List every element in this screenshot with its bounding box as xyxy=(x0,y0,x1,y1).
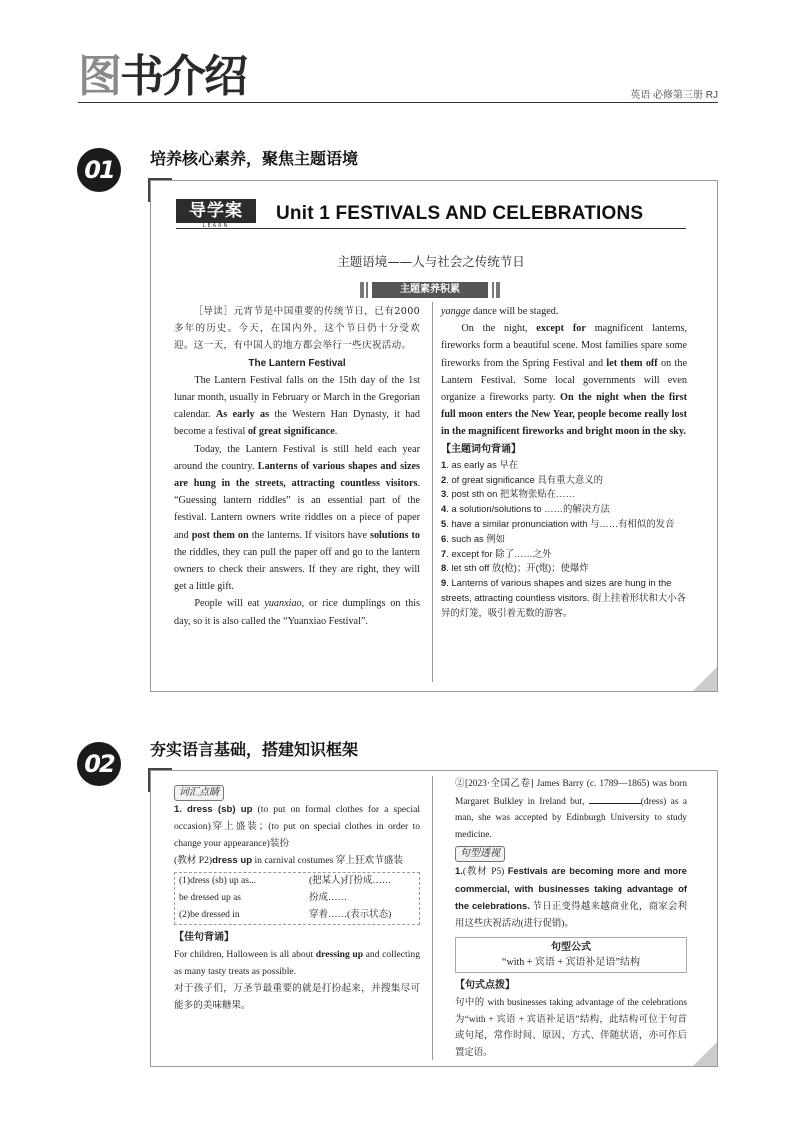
entry-number: 1. xyxy=(455,864,463,876)
usage-row xyxy=(175,890,419,907)
left-column xyxy=(174,303,420,630)
phrase-item: 9. Lanterns of various shapes and sizes are hung in the streets, attracting countless visitors. 街上挂着形状和大小各异的灯笼，吸引着无数的游客。 xyxy=(441,577,686,618)
theme-context: 主题语境——人与社会之传统节日 xyxy=(337,254,525,269)
passage-title: The Lantern Festival xyxy=(248,357,346,369)
intro-text: 元宵节是中国重要的传统节日，已有2000 多年的历史。今天，在国内外，这个节日仍十分受欢迎。这一天，有中国人的地方都会举行一些庆祝活动。 xyxy=(174,306,421,352)
key-phrase: except for xyxy=(536,323,586,335)
phrase-number: 5 xyxy=(441,518,447,530)
formula-box xyxy=(455,937,687,973)
phrase-text: except for 除了……之外 xyxy=(451,547,552,559)
pinyin-term: yuanxiao xyxy=(264,598,302,610)
key-phrase: let them off xyxy=(606,357,658,369)
pinyin-term: yangge xyxy=(441,306,471,317)
intro-paragraph xyxy=(174,303,420,355)
pattern-heading: 句型透视 xyxy=(455,846,505,862)
phrase-text: as early as 早在 xyxy=(451,458,519,470)
text-run: in carnival costumes 穿上狂欢节盛装 xyxy=(252,855,403,866)
vocab-entry xyxy=(174,801,420,852)
accumulation-tag: 主题素养积累 xyxy=(372,282,488,298)
logo-char: 绍 xyxy=(204,51,246,102)
text-run: magnificent lanterns, fireworks form a beautiful scene. Most families spare some fireworks from the Spring Festival and xyxy=(441,323,688,369)
section-title: 培养核心素养，聚焦主题语境 xyxy=(150,149,359,168)
vocab-definition: (to put on formal clothes for a special occasion)穿上盛装；(to put on special clothes in order to change your appearance)装扮 xyxy=(174,804,420,849)
phrase-item: 4. a solution/solutions to ……的解决方法 xyxy=(441,503,610,515)
key-phrase: dress up xyxy=(212,855,253,866)
formula-body: “with + 宾语 + 宾语补足语”结构 xyxy=(502,957,640,969)
phrase-number: 3 xyxy=(441,488,447,500)
phrase-number: 7 xyxy=(441,547,447,559)
key-phrase: dressing up xyxy=(315,949,364,960)
analysis-heading: 【句式点拨】 xyxy=(455,980,515,992)
good-sentence-en xyxy=(174,946,420,980)
text-run: (教材 P2) xyxy=(174,855,213,866)
learn-tag: 导学案 xyxy=(176,199,256,223)
phrase-number: 2 xyxy=(441,473,447,485)
vocab-heading: 词汇点睛 xyxy=(174,785,224,801)
phrase-item: 2. of great significance 具有重大意义的 xyxy=(441,473,604,485)
answer-blank[interactable] xyxy=(589,793,641,804)
phrase-text: such as 例如 xyxy=(451,532,506,544)
phrase-item: 3. post sth on 把某物张贴在…… xyxy=(441,488,575,500)
text-run: People will eat xyxy=(194,598,265,610)
corner-mark xyxy=(148,768,172,792)
usage-zh: 穿着……(表示状态) xyxy=(309,910,392,920)
text-run: Today, the Lantern Festival is still held each year around the country. xyxy=(174,443,420,472)
usage-zh: (把某人)打扮成…… xyxy=(309,876,392,886)
phrase-item: 7. except for 除了……之外 xyxy=(441,547,552,559)
tag-decoration xyxy=(366,282,368,298)
logo-char: 书 xyxy=(120,51,162,102)
phrase-text: let sth off 放(枪)；开(炮)；使爆炸 xyxy=(451,562,589,574)
text-run: . xyxy=(334,426,338,438)
passage-paragraph xyxy=(441,303,687,320)
pattern-english: Festivals are becoming more and more commercial, with businesses taking advantage of the celebrations. xyxy=(455,864,687,912)
key-phrase: of great significance xyxy=(247,426,335,438)
phrase-text: of great significance 具有重大意义的 xyxy=(451,473,604,485)
right-column xyxy=(441,303,687,621)
header-rule xyxy=(78,102,718,103)
text-run: The Lantern Festival falls on the 15th day of the 1st lunar month, usually in February or March in the Gregorian calendar. xyxy=(174,374,420,421)
section-title: 夯实语言基础，搭建知识框架 xyxy=(150,740,359,759)
phrase-text: Lanterns of various shapes and sizes are hung in the streets, attracting countless visitors. 街上挂着形状和大小各异的灯笼，吸引着无数的游客。 xyxy=(441,577,686,618)
key-phrase: post them on xyxy=(191,529,249,541)
phrase-number: 1 xyxy=(441,458,447,470)
usage-row xyxy=(175,873,419,890)
page-fold-corner xyxy=(693,1042,717,1066)
page-fold-corner xyxy=(693,667,717,691)
usage-en: (2)be dressed in xyxy=(179,910,240,920)
key-sentence: On the night when the first full moon enters the New Year, people become really lost in the magnificent fireworks and bright moon in the sky. xyxy=(441,392,687,438)
entry-number: 1. xyxy=(174,804,183,815)
usage-en: be dressed up as xyxy=(179,893,241,903)
phrase-text: post sth on 把某物张贴在…… xyxy=(451,488,575,500)
exercise-item xyxy=(455,776,687,843)
tag-decoration xyxy=(492,282,494,298)
unit-title: Unit 1 FESTIVALS AND CELEBRATIONS xyxy=(276,203,644,224)
text-run: , or rice dumplings on this day, so it is also called the “Yuanxiao Festival”. xyxy=(174,598,420,627)
text-run: the lanterns. If visitors have xyxy=(248,529,370,541)
phrase-text: a solution/solutions to ……的解决方法 xyxy=(451,503,610,515)
text-run: dance will be staged. xyxy=(470,306,559,317)
text-run: For children, Halloween is all about xyxy=(174,949,316,960)
phrase-item: 1. as early as 早在 xyxy=(441,458,519,470)
formula-heading: 句型公式 xyxy=(551,942,591,954)
phrase-item: 6. such as 例如 xyxy=(441,532,506,544)
phrase-item: 8. let sth off 放(枪)；开(炮)；使爆炸 xyxy=(441,562,589,574)
text-run: (dress) as a man, she was accepted by Edinburgh University to study medicine. xyxy=(455,796,687,840)
analysis-text: 句中的 with businesses taking advantage of the celebrations 为“with + 宾语 + 宾语补足语”结构，此结构可位于句首或句尾，常作时间、原因、方式、伴随状语，亦可作后置定语。 xyxy=(455,997,687,1058)
phrase-number: 4 xyxy=(441,503,447,515)
good-sentence-zh: 对于孩子们，万圣节最重要的就是打扮起来，并搜集尽可能多的美味糖果。 xyxy=(174,983,420,1011)
text-run: ②[2023·全国乙卷] James Barry (c. 1789—1865) was born Margaret Bulkley in Ireland but, xyxy=(455,779,687,807)
good-sentence-heading: 【佳句背诵】 xyxy=(174,932,234,943)
key-sentence: Lanterns of various shapes and sizes are hung in the streets, attracting countless visitors xyxy=(174,460,420,490)
phrase-list xyxy=(441,458,687,621)
passage-paragraph xyxy=(174,372,420,441)
text-run: on the Lantern Festival. Some local governments will even organize a fireworks party. xyxy=(441,357,687,404)
text-run: the riddles, they can pull the paper off and go to the lantern owners to check their answers. If they are right, they will get a little gift. xyxy=(174,546,420,593)
source-note: (教材 P5) xyxy=(462,866,505,877)
usage-row xyxy=(175,907,419,924)
vocab-word: dress (sb) up xyxy=(187,804,253,815)
learn-subtag: LEARN xyxy=(202,223,230,229)
edition-label: 英语 必修第三册 RJ xyxy=(630,90,718,101)
pattern-chinese: 节日正变得越来越商业化，商家会利用这些庆祝活动(进行促销)。 xyxy=(455,902,687,929)
passage-paragraph xyxy=(441,320,687,440)
intro-label: ［导读］ xyxy=(193,306,234,317)
vocab-column xyxy=(174,784,420,1014)
logo-char: 图 xyxy=(78,51,120,102)
phrase-number: 6 xyxy=(441,532,447,544)
section-number-badge: 02 xyxy=(77,742,121,786)
phrase-review-heading: 【主题词句背诵】 xyxy=(441,443,521,455)
corner-mark xyxy=(148,178,172,202)
passage-paragraph xyxy=(174,441,420,596)
pattern-sentence xyxy=(455,863,687,932)
phrase-number: 9 xyxy=(441,577,447,589)
key-phrase: solutions to xyxy=(369,529,420,541)
key-phrase: As early as xyxy=(215,409,270,421)
tag-decoration xyxy=(496,282,500,298)
book-intro-logo xyxy=(78,52,246,102)
usage-en: (1)dress (sb) up as... xyxy=(179,876,257,886)
passage-paragraph xyxy=(174,595,420,629)
column-divider xyxy=(432,776,433,1060)
usage-zh: 扮成…… xyxy=(309,893,348,903)
tag-decoration xyxy=(360,282,364,298)
phrase-item: 5. have a similar pronunciation with 与……有相似的发音 xyxy=(441,518,675,530)
pattern-column xyxy=(455,776,687,1061)
unit-rule xyxy=(176,228,686,229)
text-run: the Western Han Dynasty, it had become a festival xyxy=(174,409,420,438)
usage-table xyxy=(174,872,420,925)
phrase-text: have a similar pronunciation with 与……有相似的发音 xyxy=(451,518,675,530)
text-run: . “Guessing lantern riddles” is an essential part of the festival. Lantern owners write riddles on a piece of paper and xyxy=(174,478,420,541)
column-divider xyxy=(432,302,433,682)
text-run: On the night, xyxy=(461,323,537,335)
text-run: and collecting as many tasty treats as possible. xyxy=(174,949,420,977)
logo-char: 介 xyxy=(162,51,204,102)
vocab-example xyxy=(174,852,420,869)
phrase-number: 8 xyxy=(441,562,447,574)
section-number-badge: 01 xyxy=(77,148,121,192)
